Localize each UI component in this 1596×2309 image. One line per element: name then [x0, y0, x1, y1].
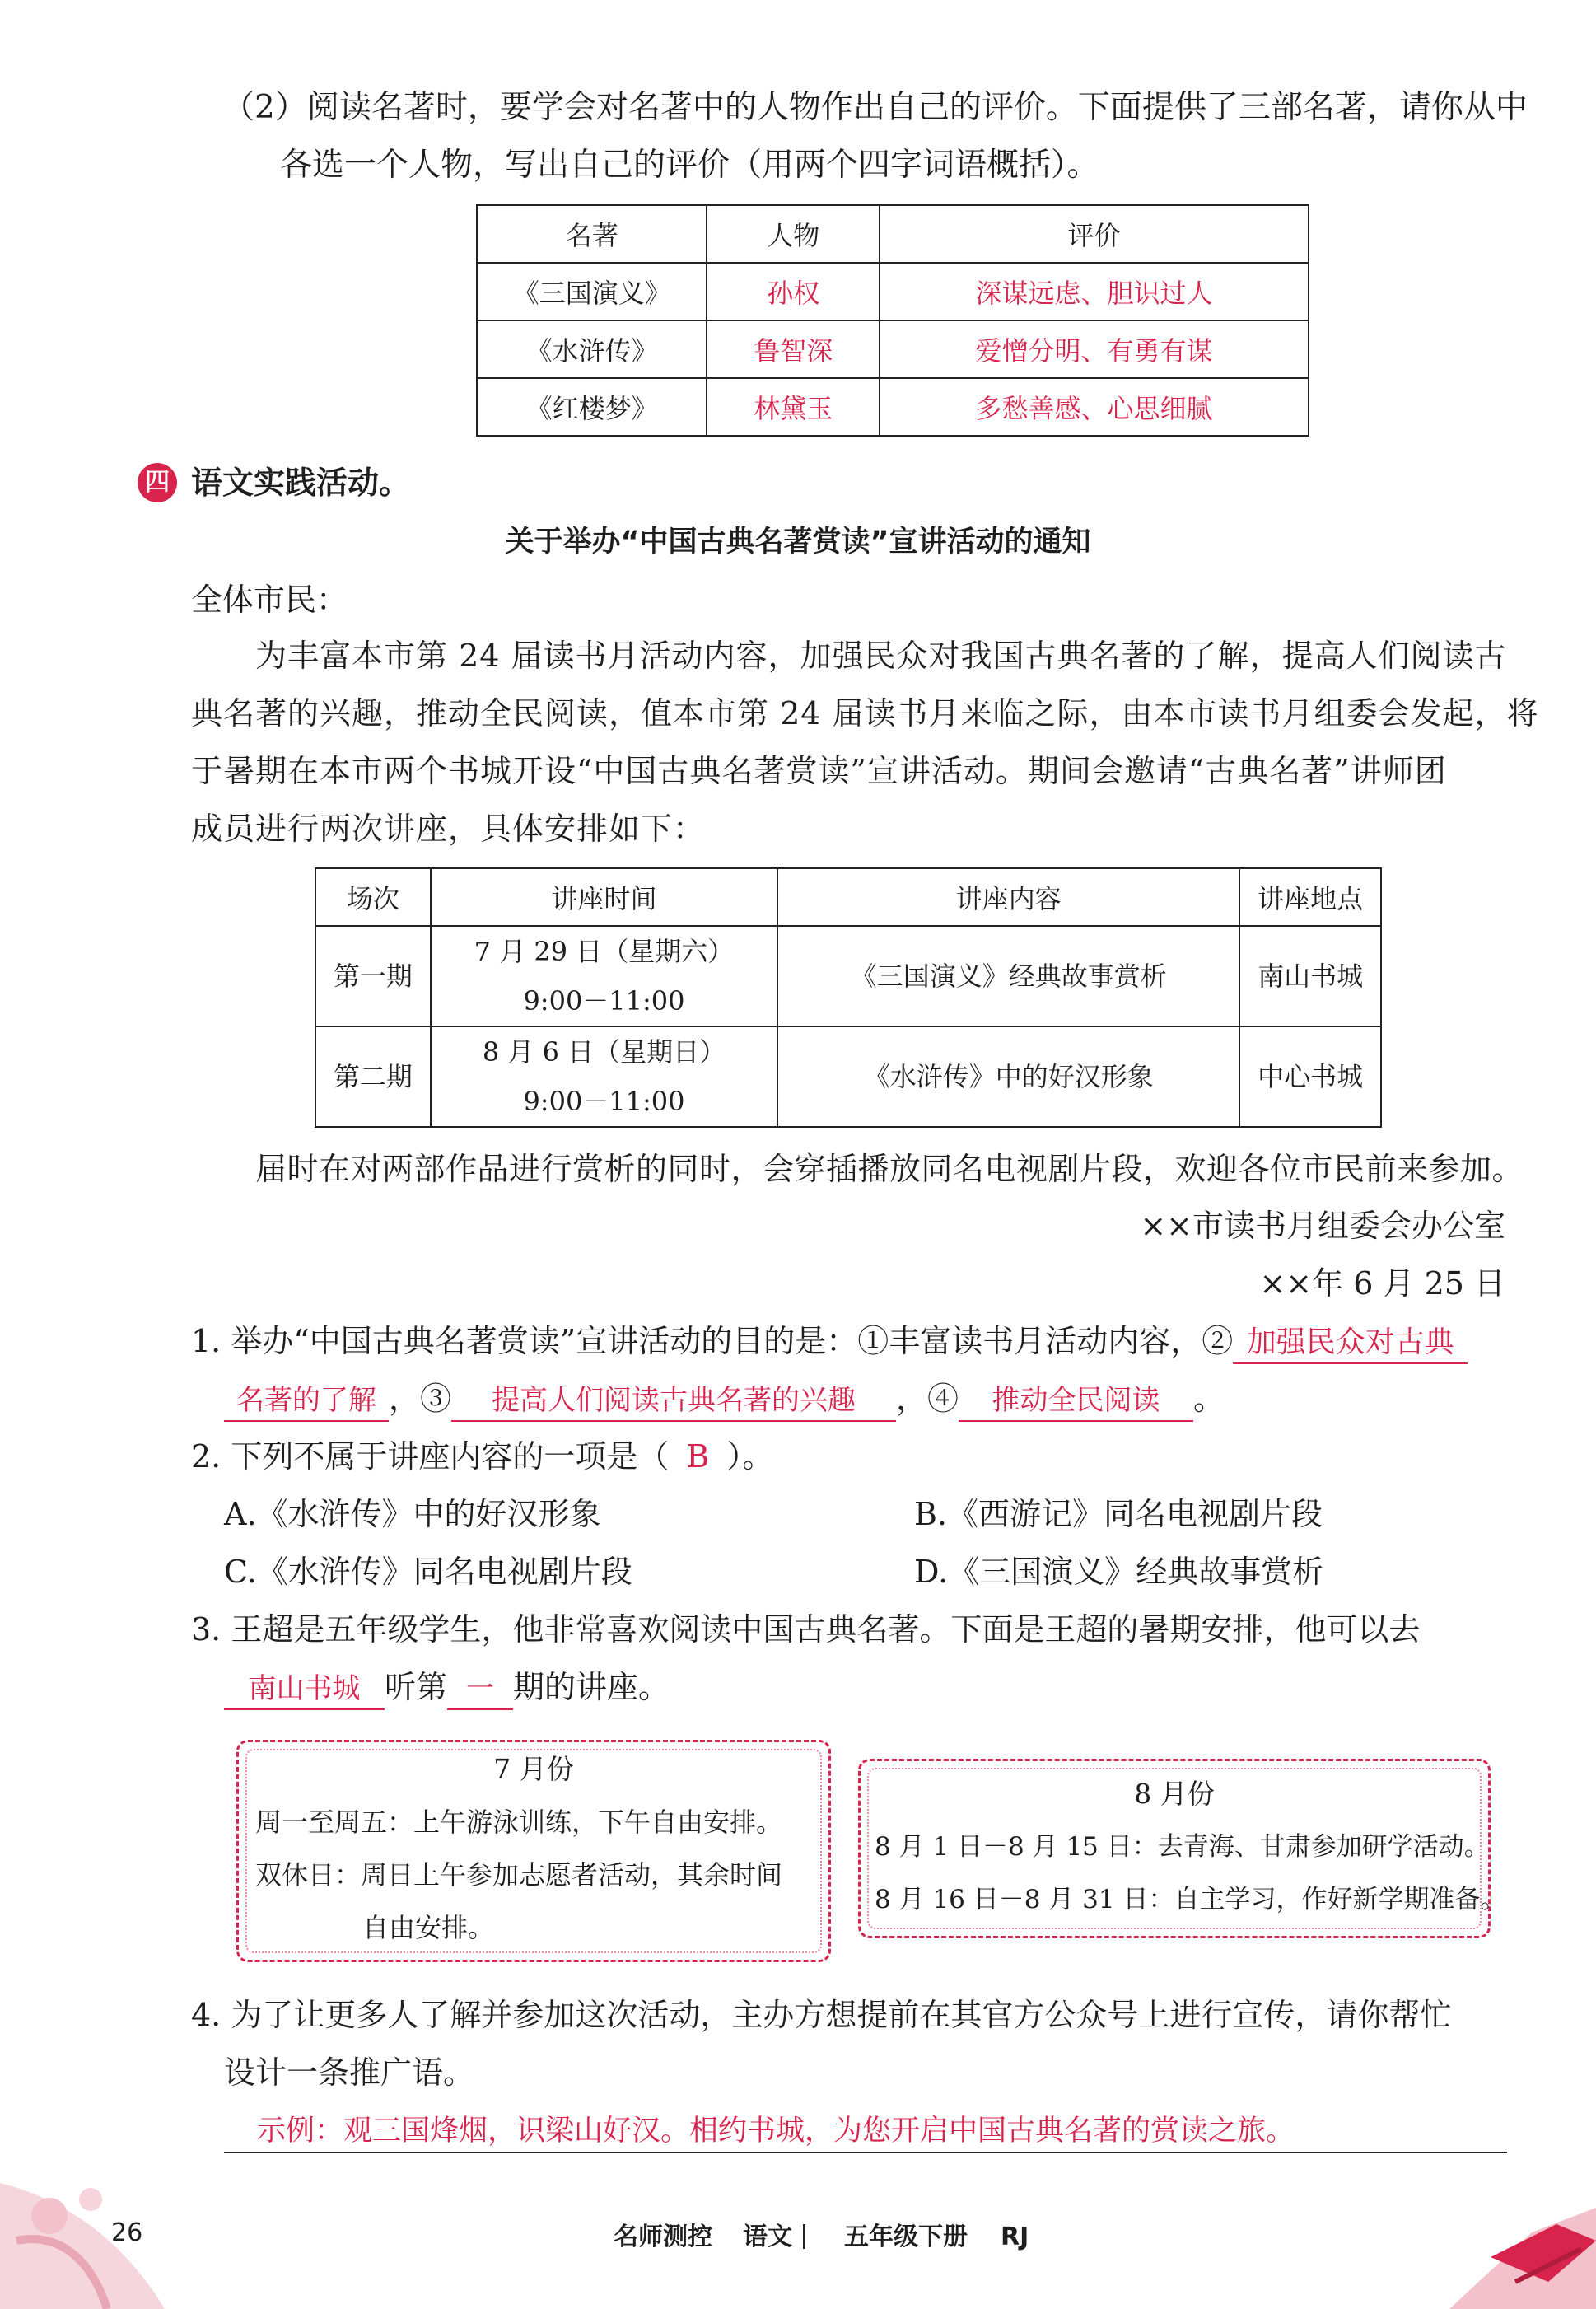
header-time: 讲座时间 — [431, 868, 777, 926]
q2-line1: （2）阅读名著时，要学会对名著中的人物作出自己的评价。下面提供了三部名著，请你从中 — [222, 89, 1528, 126]
footer-edition: RJ — [1001, 2223, 1029, 2251]
q2b-stem — [191, 1435, 773, 1478]
q1-line1 — [191, 1320, 1468, 1364]
q3-answer-place: 南山书城 — [224, 1669, 385, 1710]
q1-answer-2a: 加强民众对古典 — [1233, 1323, 1468, 1364]
q4-line2: 设计一条推广语。 — [224, 2054, 475, 2091]
q1-answer-2b: 名著的了解 — [224, 1381, 389, 1422]
footer-grade: 五年级下册 — [844, 2223, 968, 2251]
header-book: 名著 — [477, 205, 707, 263]
august-line1: 8 月 1 日－8 月 15 日：去青海、甘肃参加研学活动。 — [875, 1832, 1490, 1862]
footer-subject: 语文 — [743, 2223, 792, 2251]
q3-mid: 听第 — [385, 1669, 448, 1705]
time-cell — [431, 926, 777, 1026]
time-text: 9:00－11:00 — [523, 1086, 685, 1117]
eval-answer: 多愁善感、心思细腻 — [880, 378, 1309, 436]
eval-answer: 深谋远虑、胆识过人 — [880, 263, 1309, 320]
page-number: 26 — [111, 2218, 143, 2247]
person-answer: 鲁智深 — [707, 320, 880, 378]
july-line3: 自由安排。 — [362, 1912, 495, 1943]
q1-mark3: ，③ — [389, 1381, 452, 1417]
content-cell: 《水浒传》中的好汉形象 — [777, 1026, 1239, 1127]
time-text: 9:00－11:00 — [523, 985, 685, 1017]
q3-answer-session: 一 — [447, 1669, 513, 1710]
july-line1: 周一至周五：上午游泳训练，下午自由安排。 — [255, 1807, 783, 1838]
notice-para-3: 于暑期在本市两个书城开设“中国古典名著赏读”宣讲活动。期间会邀请“古典名著”讲师团 — [191, 753, 1447, 789]
person-answer: 孙权 — [707, 263, 880, 320]
notice-signature: ××市读书月组委会办公室 — [1140, 1208, 1505, 1244]
q3-line1: 3. 王超是五年级学生，他非常喜欢阅读中国古典名著。下面是王超的暑期安排，他可以去 — [191, 1611, 1421, 1648]
q3-line2 — [224, 1666, 670, 1710]
notice-closing: 届时在对两部作品进行赏析的同时，会穿插播放同名电视剧片段，欢迎各位市民前来参加。 — [255, 1151, 1524, 1187]
eval-answer: 爱憎分明、有勇有谋 — [880, 320, 1309, 378]
q1-answer-3: 提高人们阅读古典名著的兴趣 — [451, 1381, 896, 1422]
header-session: 场次 — [315, 868, 431, 926]
q1-answer-4: 推动全民阅读 — [959, 1381, 1193, 1422]
session-cell: 第二期 — [315, 1026, 431, 1127]
table-row — [477, 378, 1309, 436]
august-title: 8 月份 — [1134, 1778, 1215, 1810]
salutation: 全体市民： — [191, 582, 348, 618]
date-text: 7 月 29 日（星期六） — [474, 936, 735, 967]
august-line2: 8 月 16 日－8 月 31 日：自主学习，作好新学期准备。 — [875, 1885, 1506, 1914]
q4-answer: 示例：观三国烽烟，识梁山好汉。相约书城，为您开启中国古典名著的赏读之旅。 — [257, 2115, 1295, 2148]
header-person: 人物 — [707, 205, 880, 263]
book-cell: 《三国演义》 — [477, 263, 707, 320]
q2b-answer: B — [686, 1438, 710, 1475]
notice-para-4: 成员进行两次讲座，具体安排如下： — [191, 811, 706, 847]
q2b-prefix: 2. 下列不属于讲座内容的一项是（ — [191, 1438, 670, 1475]
table-header-row — [477, 205, 1309, 263]
q1-line2 — [224, 1377, 1225, 1422]
table-row — [477, 320, 1309, 378]
notice-title: 关于举办“中国古典名著赏读”宣讲活动的通知 — [505, 526, 1091, 559]
footer-right-decoration — [1351, 2158, 1596, 2309]
session-cell: 第一期 — [315, 926, 431, 1026]
july-line2: 双休日：周日上午参加志愿者活动，其余时间 — [255, 1859, 783, 1891]
q2-line2: 各选一个人物，写出自己的评价（用两个四字词语概括）。 — [280, 147, 1099, 184]
q3-end: 期的讲座。 — [513, 1669, 670, 1705]
content-cell: 《三国演义》经典故事赏析 — [777, 926, 1239, 1026]
table-row — [477, 263, 1309, 320]
section-title: 语文实践活动。 — [191, 465, 411, 501]
book-cell: 《水浒传》 — [477, 320, 707, 378]
lecture-schedule-table — [315, 867, 1382, 1128]
q4-answer-line — [224, 2110, 1507, 2153]
place-cell: 中心书城 — [1239, 1026, 1381, 1127]
header-content: 讲座内容 — [777, 868, 1239, 926]
section-badge: 四 — [138, 463, 177, 502]
july-title: 7 月份 — [493, 1753, 574, 1785]
person-answer: 林黛玉 — [707, 378, 880, 436]
table-row — [315, 926, 1381, 1026]
book-cell: 《红楼梦》 — [477, 378, 707, 436]
table-row — [315, 1026, 1381, 1127]
option-c: C.《水浒传》同名电视剧片段 — [224, 1554, 632, 1590]
place-cell: 南山书城 — [1239, 926, 1381, 1026]
notice-date: ××年 6 月 25 日 — [1259, 1265, 1505, 1302]
q1-prefix: 1. 举办“中国古典名著赏读”宣讲活动的目的是：①丰富读书月活动内容，② — [191, 1323, 1234, 1359]
header-eval: 评价 — [880, 205, 1309, 263]
time-cell — [431, 1026, 777, 1127]
q1-mark4: ，④ — [896, 1381, 959, 1417]
option-d: D.《三国演义》经典故事赏析 — [914, 1554, 1324, 1590]
character-evaluation-table — [476, 204, 1309, 437]
footer-divider — [803, 2224, 805, 2249]
q1-end: 。 — [1193, 1381, 1225, 1417]
option-b: B.《西游记》同名电视剧片段 — [914, 1496, 1323, 1532]
option-a: A.《水浒传》中的好汉形象 — [224, 1496, 601, 1532]
header-place: 讲座地点 — [1239, 868, 1381, 926]
footer-book: 名师测控 — [614, 2223, 712, 2251]
q2b-suffix: ）。 — [726, 1438, 774, 1475]
notice-para-2: 典名著的兴趣，推动全民阅读，值本市第 24 届读书月来临之际，由本市读书月组委会发起，将 — [191, 695, 1539, 731]
notice-para-1: 为丰富本市第 24 届读书月活动内容，加强民众对我国古典名著的了解，提高人们阅读古 — [255, 638, 1507, 674]
q4-line1: 4. 为了让更多人了解并参加这次活动，主办方想提前在其官方公众号上进行宣传，请你帮忙 — [191, 1997, 1452, 2033]
table-header-row — [315, 868, 1381, 926]
date-text: 8 月 6 日（星期日） — [482, 1036, 726, 1068]
